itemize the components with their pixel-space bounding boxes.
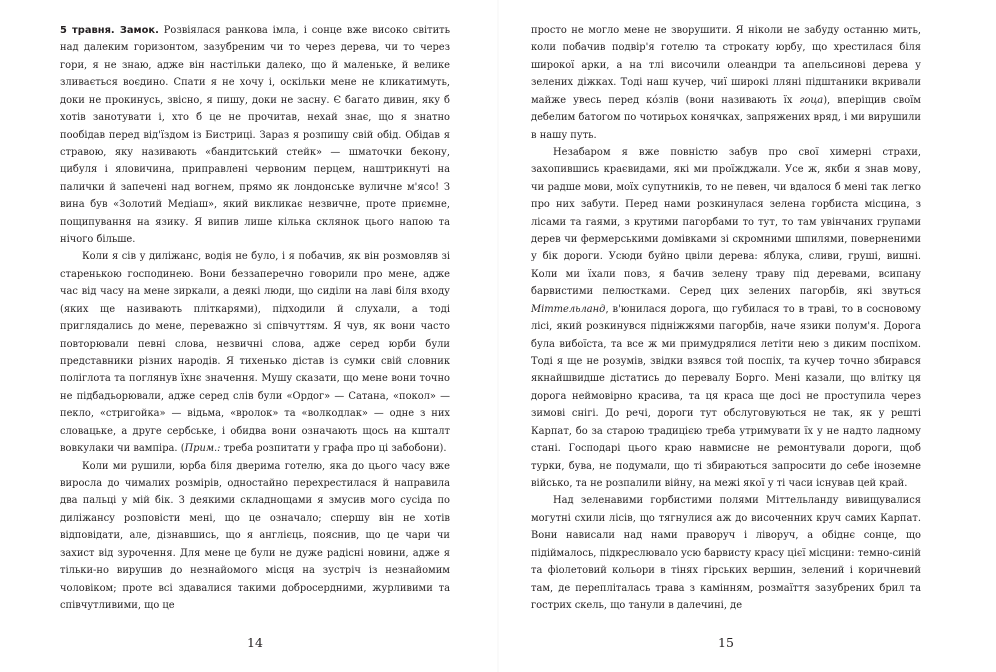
paragraph-text: , в'юнилася дорога, що губилася то в траві, то в сосновому лісі, який розкинувся підніжжями пагорбів, наче язики полум'я. Дорога була вибоїста, та все ж ми примудрялися летіти нею з диким поспіхом. Тоді я ще не розумів, звідки взявся той поспіх, та кучер точно збирався якнайшвидше дістатись до перевалу Борго. Мені казали, що влітку ця дорога неймовірно красива, та ця краса ще досі не проступила через зимові снігі. До речі, дороги тут обслуговуються не так, як у решті Карпат, бо за старою традицією треба утримувати їх у не надто ладному стані. Господарі цього краю навмисне не ремонтували дороги, щоб турки, бува, не подумали, що ті збираються запросити до себе іноземне військо, та не розпалили війну, на межі якої у ті часи існував цей край. bbox=[531, 303, 921, 489]
paragraph-text: Незабаром я вже повністю забув про свої химерні страхи, захопившись краєвидами, які ми проїжджали. Усе ж, якби я знав мову, чи радше мови, моїх супутників, то не певен, чи вдалося б мені так легко про них забути. Перед нами розкинулася зелена горбиста місцина, з лісами та гаями, з крутими пагорбами то тут, то там увінчаних групами дерев чи фермерськими домівками зі скромними шпилями, поверненими у бік дороги. Усюди буйно цвіли дерева: яблука, сливи, груші, вишні. Коли ми їхали повз, я бачив зелену траву під деревами, всипану барвистими пелюстками. Серед цих зелених пагорбів, які звуться bbox=[531, 146, 921, 298]
right-page bbox=[531, 22, 921, 648]
paragraph-text: ), вперіщив своїм дебелим батогом по чотирьох конячках, запряжених вряд, і ми вирушили в нашу путь. bbox=[531, 94, 921, 141]
paragraph bbox=[60, 458, 450, 615]
paragraph-text: просто не могло мене не зворушити. Я ніколи не забуду останню мить, коли побачив подвір'я готелю та строкату юрбу, що хрестилася біля широкої арки, а на тлі височили олеандри та апельсинові дерева у зелених діжках. Тоді наш кучер, чиї широкі лляні підштаники вкривали майже увесь перед ко́злів (вони називають їх bbox=[531, 25, 921, 106]
left-page-body bbox=[60, 22, 450, 614]
italic-term: гоца bbox=[799, 94, 824, 106]
note-label: Прим.: bbox=[184, 443, 221, 455]
paragraph bbox=[60, 248, 450, 457]
gutter bbox=[497, 0, 499, 672]
note-text: треба розпитати у графа про ці забобони). bbox=[220, 443, 447, 455]
paragraph bbox=[531, 22, 921, 144]
paragraph-text: Коли ми рушили, юрба біля дверима готелю, яка до цього часу вже виросла до чималих розмірів, одностайно перехрестилася й направила два пальці у мій бік. З деякими складнощами я змусив мого сусіда по диліжансу розповісти мені, що це означало; спершу він не хотів відповідати, але, дізнавшись, що я англієць, пояснив, що це чари чи захист від зурочення. Для мене це були не дуже радісні новини, адже я тільки-но вирушив до незнайомого місця на зустріч із незнайомим чоловіком; проте всі здавалися такими добросердними, журливими та співчутливими, що це bbox=[60, 460, 450, 611]
paragraph-text: Розвіялася ранкова імла, і сонце вже високо світить над далеким горизонтом, зазубреним чи то через дерева, чи то через гори, я не знаю, адже він настільки далеко, що й маленьке, й велике зливається воєдино. Спати я не хочу і, оскільки мене не кликатимуть, доки не прокинусь, звісно, я пишу, доки не засну. Є багато дивин, яку б хотів занотувати і, хто б це не прочитав, нехай знає, що я знатно пообідав перед від'їздом із Бистриці. Зараз я розпишу свій обід. Обідав я стравою, яку називають «бандитський стейк» — шматочки бекону, цибуля і яловичина, приправлені червоним перцем, наштрикнуті на палички й запечені над вогнем, прямо як лондонське вуличне м'ясо! З вина був «Золотий Медіаш», який викликає незвичне, проте приємне, пощипування на язику. Я випив лише кілька склянок цього напою та нічого більше. bbox=[60, 25, 450, 246]
paragraph bbox=[531, 144, 921, 492]
paragraph-text: Коли я сів у диліжанс, водія не було, і я побачив, як він розмовляв зі старенькою господинею. Вони беззаперечно говорили про мене, адже час від часу на мене зиркали, а деякі люди, що сиділи на лаві біля входу (яких ще називають пліткарями), підходили й слухали, а тоді приглядались до мене, переважно зі співчуттям. Я чув, як вони часто повторювали певні слова, незвичні слова, адже серед юрби були представники різних народів. Я тихенько дістав із сумки свій словник поліглота та поглянув їхнє значення. Мушу сказати, що мене вони точно не підбадьорювали, адже серед слів були «Ордог» — Сатана, «покол» — пекло, «стригойка» — відьма, «вролок» та «волкодлак» — одне з них словацьке, а друге сербське, і обидва вони означають щось на кшталт вовкулаки чи вампіра. ( bbox=[60, 251, 450, 455]
paragraph bbox=[60, 22, 450, 248]
page-number: 15 bbox=[718, 635, 734, 650]
diary-date: 5 травня. Замок. bbox=[60, 25, 159, 36]
paragraph bbox=[531, 492, 921, 614]
page-number: 14 bbox=[247, 635, 263, 650]
right-page-body bbox=[531, 22, 921, 614]
paragraph-text: Над зеленавими горбистими полями Міттельланду вивищувалися могутні схили лісів, що тягнулися аж до височенних круч самих Карпат. Вони нависали над нами праворуч і ліворуч, а обіднє сонце, що підіймалось, підкреслювало усю барвисту красу цієї місцини: темно-синій та фіолетовий кольори в тінях гірських вершин, зелений і коричневий там, де перепліталась трава з камінням, розмаїття зазубрених брил та гострих скель, що танули в далечині, де bbox=[531, 495, 921, 611]
italic-term: Міттельланд bbox=[531, 303, 606, 315]
left-page bbox=[60, 22, 450, 648]
